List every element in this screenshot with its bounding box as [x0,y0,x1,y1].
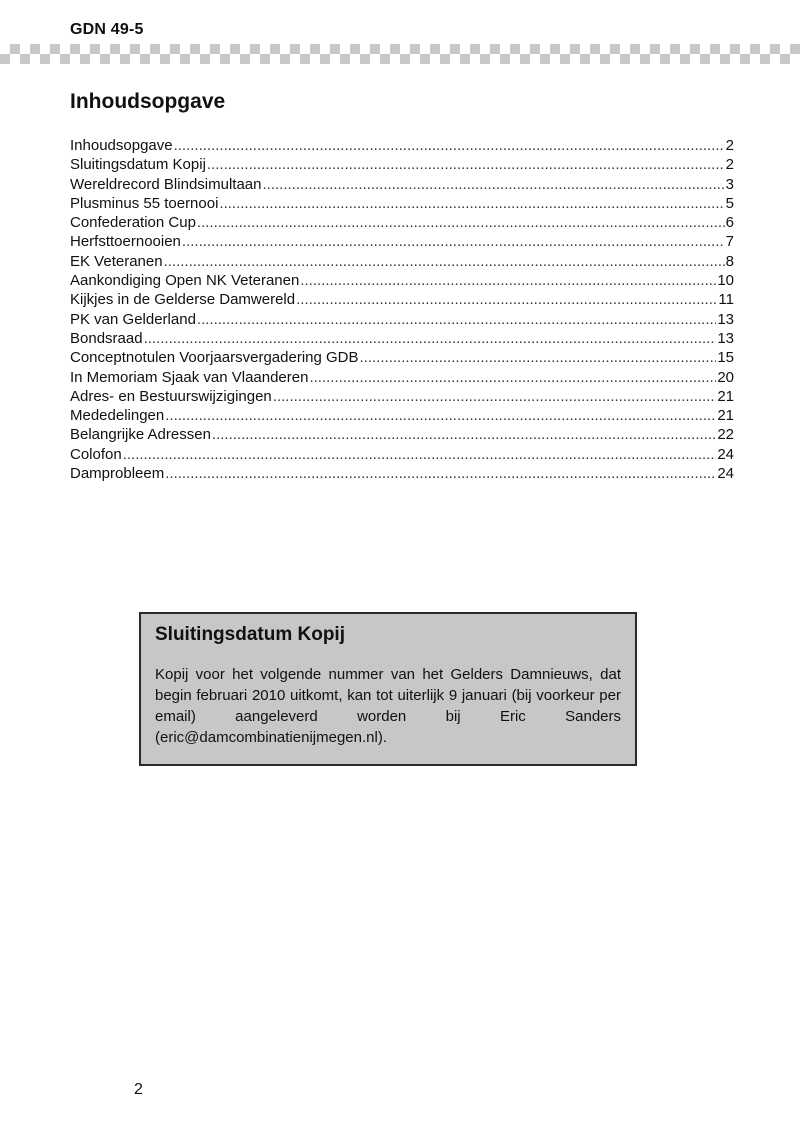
dot-leader [300,271,716,290]
toc-entry-title: Belangrijke Adressen [70,426,211,444]
toc-entry-page: 11 [718,291,734,309]
dot-leader [273,387,717,406]
toc-entry-title: Conceptnotulen Voorjaarsvergadering GDB [70,349,359,367]
toc-entry[interactable] [70,329,734,348]
toc-entry[interactable] [70,136,734,155]
toc-entry-title: Wereldrecord Blindsimultaan [70,175,262,193]
toc-entry-page: 21 [717,407,734,425]
toc-entry-title: Inhoudsopgave [70,137,173,154]
toc-entry[interactable] [70,425,734,444]
checkerboard-banner [0,44,800,64]
toc-entry-title: Colofon [70,445,122,463]
toc-entry[interactable] [70,445,734,464]
toc-entry-page: 15 [717,349,734,367]
dot-leader [182,232,725,251]
toc-entry-page: 8 [725,252,734,270]
dot-leader [165,406,716,425]
toc-entry-page: 24 [717,445,734,463]
toc-entry-page: 20 [717,368,734,386]
page-number: 2 [134,1081,143,1098]
dot-leader [165,464,716,483]
table-of-contents [70,136,734,483]
toc-entry-title: PK van Gelderland [70,310,196,328]
toc-entry-page: 22 [717,426,734,444]
toc-entry[interactable] [70,348,734,367]
dot-leader [296,290,717,309]
dot-leader [144,329,717,348]
toc-entry-title: Confederation Cup [70,214,196,232]
toc-entry-title: Bondsraad [70,329,143,347]
toc-entry-title: Herfsttoernooien [70,233,181,251]
dot-leader [164,252,725,271]
toc-entry-title: Aankondiging Open NK Veteranen [70,272,300,290]
toc-entry[interactable] [70,310,734,329]
dot-leader [219,194,724,213]
toc-entry-title: Adres- en Bestuurswijzigingen [70,387,272,405]
toc-entry[interactable] [70,252,734,271]
toc-entry-page: 13 [717,329,734,347]
toc-entry-page: 10 [717,272,734,290]
toc-entry[interactable] [70,155,734,174]
toc-entry[interactable] [70,387,734,406]
toc-entry-page: 5 [725,194,734,212]
toc-entry-page: 7 [725,233,734,251]
toc-entry-page: 2 [725,156,734,174]
toc-entry-page: 6 [725,214,734,232]
toc-entry[interactable] [70,406,734,425]
toc-entry-title: In Memoriam Sjaak van Vlaanderen [70,368,309,386]
dot-leader [197,213,725,232]
toc-entry-title: Damprobleem [70,465,165,483]
toc-entry[interactable] [70,271,734,290]
copy-deadline-notice [139,612,637,766]
dot-leader [262,175,724,194]
toc-entry-title: Sluitingsdatum Kopij [70,156,206,174]
toc-entry-page: 21 [717,387,734,405]
dot-leader [309,368,716,387]
toc-heading: Inhoudsopgave [70,90,226,113]
dot-leader [123,445,717,464]
toc-entry-page: 2 [725,137,734,154]
notice-body: Kopij voor het volgende nummer van het Gelders Damnieuws, dat begin februari 2010 uitkomt, kan tot uiterlijk 9 januari (bij voorkeur per email) aangeleverd worden bij Eric Sanders (eric@damcombinatienijmegen.nl). [155,666,621,746]
dot-leader [360,348,717,367]
toc-entry[interactable] [70,232,734,251]
toc-entry-title: Mededelingen [70,407,165,425]
toc-entry[interactable] [70,194,734,213]
toc-entry-page: 24 [717,465,734,483]
toc-entry-title: EK Veteranen [70,252,163,270]
toc-entry[interactable] [70,368,734,387]
toc-entry[interactable] [70,464,734,483]
toc-entry-page: 3 [725,175,734,193]
toc-entry[interactable] [70,175,734,194]
toc-entry[interactable] [70,213,734,232]
dot-leader [197,310,716,329]
dot-leader [174,136,725,155]
toc-entry-page: 13 [717,310,734,328]
dot-leader [207,155,725,174]
toc-entry-title: Kijkjes in de Gelderse Damwereld [70,291,296,309]
toc-entry-title: Plusminus 55 toernooi [70,194,219,212]
toc-entry[interactable] [70,290,734,309]
publication-label: GDN 49-5 [70,21,144,38]
dot-leader [212,425,716,444]
notice-title: Sluitingsdatum Kopij [155,624,345,645]
